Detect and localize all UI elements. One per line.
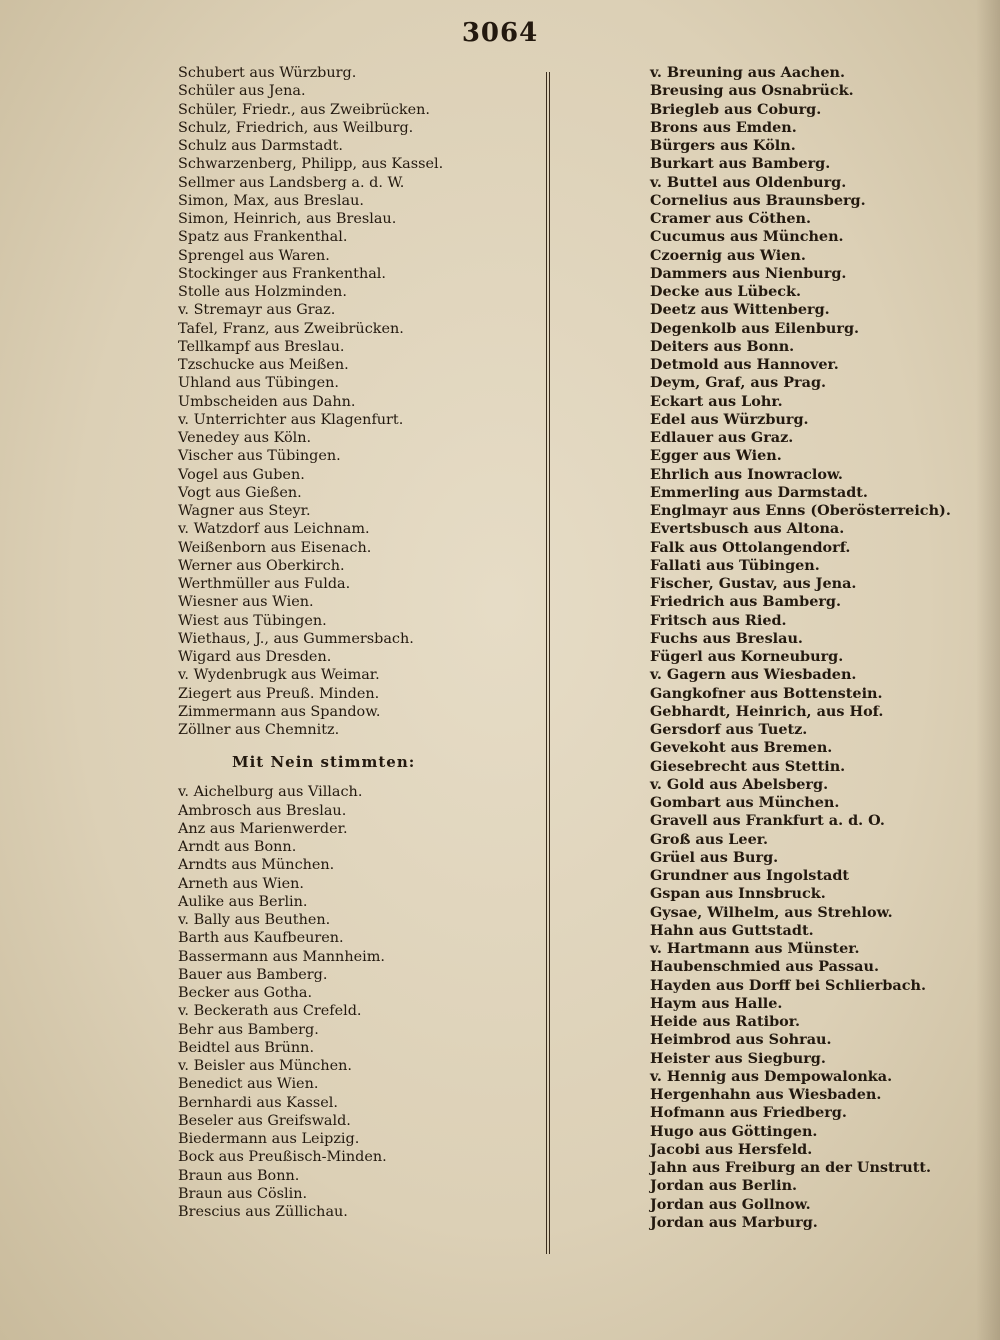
list-item: Tafel, Franz, aus Zweibrücken. (178, 320, 404, 337)
list-item: Decke aus Lübeck. (650, 283, 801, 300)
list-item: Gersdorf aus Tuetz. (650, 721, 808, 738)
list-item: v. Gold aus Abelsberg. (650, 775, 829, 793)
list-item: Jordan aus Berlin. (650, 1177, 798, 1195)
list-item: Braun aus Bonn. (178, 1167, 300, 1184)
list-item: Sprengel aus Waren. (178, 247, 330, 264)
list-item: Heister aus Siegburg. (650, 1049, 826, 1067)
list-item: Zimmermann aus Spandow. (178, 703, 381, 720)
list-item: Arndt aus Bonn. (178, 839, 297, 855)
list-item: Vogel aus Guben. (178, 466, 305, 483)
list-item: Biedermann aus Leipzig. (178, 1131, 360, 1147)
list-item: Wagner aus Steyr. (178, 503, 311, 519)
list-item: Aulike aus Berlin. (178, 893, 308, 910)
list-item: Simon, Max, aus Breslau. (178, 192, 364, 209)
list-item: Heimbrod aus Sohrau. (650, 1031, 832, 1049)
list-item: Venedey aus Köln. (178, 430, 312, 446)
list-item: v. Gagern aus Wiesbaden. (650, 666, 857, 684)
list-item: Sellmer aus Landsberg a. d. W. (178, 174, 405, 191)
left-entries-bottom (178, 783, 518, 1221)
list-item: Englmayr aus Enns (Oberösterreich). (650, 502, 951, 519)
list-item: Ziegert aus Preuß. Minden. (178, 685, 380, 702)
list-item: Giesebrecht aus Stettin. (650, 757, 846, 775)
list-item: Benedict aus Wien. (178, 1076, 319, 1093)
list-item: Hugo aus Göttingen. (650, 1122, 818, 1140)
list-item: Burkart aus Bamberg. (650, 155, 831, 173)
list-item: v. Watzdorf aus Leichnam. (178, 521, 370, 538)
page-number: 3064 (461, 18, 539, 48)
right-column (650, 64, 980, 1232)
list-item: Bock aus Preußisch-Minden. (178, 1149, 387, 1166)
list-item: Vischer aus Tübingen. (178, 448, 341, 465)
list-item: Fischer, Gustav, aus Jena. (650, 575, 857, 592)
list-item: Werthmüller aus Fulda. (178, 576, 351, 592)
list-item: Hayden aus Dorff bei Schlierbach. (650, 976, 926, 994)
list-item: Ambrosch aus Breslau. (178, 802, 347, 819)
list-item: Fuchs aus Breslau. (650, 629, 803, 647)
list-item: v. Aichelburg aus Villach. (178, 784, 363, 801)
list-item: Schulz aus Darmstadt. (178, 138, 343, 154)
list-item: Brons aus Emden. (650, 118, 797, 136)
list-item: Jahn aus Freiburg an der Unstrutt. (650, 1159, 932, 1176)
list-item: Wiethaus, J., aus Gummersbach. (178, 630, 414, 647)
list-item: Schulz, Friedrich, aus Weilburg. (178, 119, 414, 136)
list-item: v. Hennig aus Dempowalonka. (650, 1067, 893, 1085)
list-item: Cramer aus Cöthen. (650, 210, 812, 227)
list-item: Barth aus Kaufbeuren. (178, 930, 344, 947)
list-item: Umbscheiden aus Dahn. (178, 393, 356, 410)
list-item: v. Unterrichter aus Klagenfurt. (178, 411, 404, 428)
list-item: Behr aus Bamberg. (178, 1021, 319, 1038)
list-item: v. Hartmann aus Münster. (650, 940, 860, 957)
list-item: Gravell aus Frankfurt a. d. O. (650, 812, 885, 830)
list-item: Breusing aus Osnabrück. (650, 82, 854, 100)
list-item: v. Beisler aus München. (178, 1058, 352, 1074)
list-item: Schüler aus Jena. (178, 83, 306, 100)
list-item: Stockinger aus Frankenthal. (178, 265, 386, 282)
list-item: Jordan aus Gollnow. (650, 1195, 811, 1213)
list-item: Bauer aus Bamberg. (178, 966, 328, 983)
list-item: Becker aus Gotha. (178, 985, 313, 1001)
list-item: Bassermann aus Mannheim. (178, 948, 385, 965)
list-item: Schwarzenberg, Philipp, aus Kassel. (178, 156, 444, 173)
right-entries (650, 64, 980, 1232)
list-item: Degenkolb aus Eilenburg. (650, 319, 860, 337)
list-item: Haym aus Halle. (650, 994, 783, 1012)
list-item: Hofmann aus Friedberg. (650, 1104, 847, 1122)
list-item: Arndts aus München. (178, 857, 335, 874)
list-item: Gangkofner aus Bottenstein. (650, 684, 883, 702)
list-item: Schüler, Friedr., aus Zweibrücken. (178, 101, 430, 118)
list-item: v. Bally aus Beuthen. (178, 912, 331, 928)
list-item: Ehrlich aus Inowraclow. (650, 465, 843, 483)
list-item: Groß aus Leer. (650, 830, 769, 848)
list-item: Jacobi aus Hersfeld. (650, 1140, 813, 1158)
list-item: Edel aus Würzburg. (650, 410, 809, 428)
list-item: Edlauer aus Graz. (650, 429, 794, 446)
list-item: Beseler aus Greifswald. (178, 1112, 351, 1129)
list-item: Stolle aus Holzminden. (178, 284, 347, 300)
section-heading-nein: Mit Nein stimmten: (232, 753, 416, 772)
list-item: Gevekoht aus Bremen. (650, 739, 833, 757)
list-item: Wiesner aus Wien. (178, 594, 314, 611)
list-item: Zöllner aus Chemnitz. (178, 722, 340, 738)
list-item: Hahn aus Guttstadt. (650, 921, 814, 939)
list-item: Deym, Graf, aus Prag. (650, 374, 827, 392)
left-entries-top (178, 64, 518, 739)
list-item: Hergenhahn aus Wiesbaden. (650, 1086, 882, 1103)
list-item: Fallati aus Tübingen. (650, 556, 820, 574)
list-item: Deiters aus Bonn. (650, 337, 795, 355)
list-item: Emmerling aus Darmstadt. (650, 483, 868, 501)
list-item: Tzschucke aus Meißen. (178, 357, 349, 373)
list-item: Evertsbusch aus Altona. (650, 520, 845, 538)
list-item: Eckart aus Lohr. (650, 392, 783, 410)
list-item: Gebhardt, Heinrich, aus Hof. (650, 702, 884, 720)
list-item: Bernhardi aus Kassel. (178, 1094, 338, 1111)
list-item: Falk aus Ottolangendorf. (650, 538, 851, 556)
list-item: Egger aus Wien. (650, 447, 782, 465)
list-item: Gspan aus Innsbruck. (650, 885, 826, 903)
list-item: Weißenborn aus Eisenach. (178, 539, 372, 556)
list-item: v. Wydenbrugk aus Weimar. (178, 667, 380, 684)
list-item: Heide aus Ratibor. (650, 1013, 801, 1030)
list-item: Bürgers aus Köln. (650, 137, 796, 154)
list-item: Friedrich aus Bamberg. (650, 593, 841, 611)
list-item: Dammers aus Nienburg. (650, 264, 847, 282)
left-column (178, 64, 518, 1221)
list-item: Czoernig aus Wien. (650, 246, 806, 264)
list-item: v. Stremayr aus Graz. (178, 302, 336, 319)
list-item: Werner aus Oberkirch. (178, 557, 345, 574)
list-item: Spatz aus Frankenthal. (178, 229, 348, 246)
list-item: Wiest aus Tübingen. (178, 612, 327, 629)
list-item: v. Breuning aus Aachen. (650, 64, 846, 81)
list-item: Fügerl aus Korneuburg. (650, 648, 844, 665)
page-edge-shadow (976, 0, 1000, 1340)
list-item: Deetz aus Wittenberg. (650, 301, 830, 319)
list-item: Wigard aus Dresden. (178, 649, 332, 665)
list-item: Grundner aus Ingolstadt (650, 867, 850, 884)
list-item: Haubenschmied aus Passau. (650, 958, 879, 976)
list-item: Schubert aus Würzburg. (178, 65, 357, 81)
list-item: Gysae, Wilhelm, aus Strehlow. (650, 903, 893, 921)
list-item: Gombart aus München. (650, 794, 840, 811)
list-item: Grüel aus Burg. (650, 848, 779, 866)
list-item: Anz aus Marienwerder. (178, 820, 348, 837)
list-item: Tellkampf aus Breslau. (178, 338, 345, 355)
list-item: Beidtel aus Brünn. (178, 1039, 315, 1056)
list-item: Detmold aus Hannover. (650, 356, 839, 373)
list-item: v. Buttel aus Oldenburg. (650, 173, 847, 191)
list-item: Arneth aus Wien. (178, 875, 304, 892)
list-item: Simon, Heinrich, aus Breslau. (178, 211, 397, 227)
list-item: v. Beckerath aus Crefeld. (178, 1003, 362, 1020)
list-item: Fritsch aus Ried. (650, 611, 787, 629)
list-item: Jordan aus Marburg. (650, 1213, 818, 1231)
list-item: Braun aus Cöslin. (178, 1185, 308, 1202)
list-item: Brescius aus Züllichau. (178, 1204, 348, 1220)
list-item: Briegleb aus Coburg. (650, 100, 822, 118)
column-divider (546, 72, 550, 1254)
list-item: Cornelius aus Braunsberg. (650, 191, 866, 209)
list-item: Vogt aus Gießen. (178, 484, 302, 501)
list-item: Uhland aus Tübingen. (178, 375, 339, 392)
list-item: Cucumus aus München. (650, 228, 844, 246)
